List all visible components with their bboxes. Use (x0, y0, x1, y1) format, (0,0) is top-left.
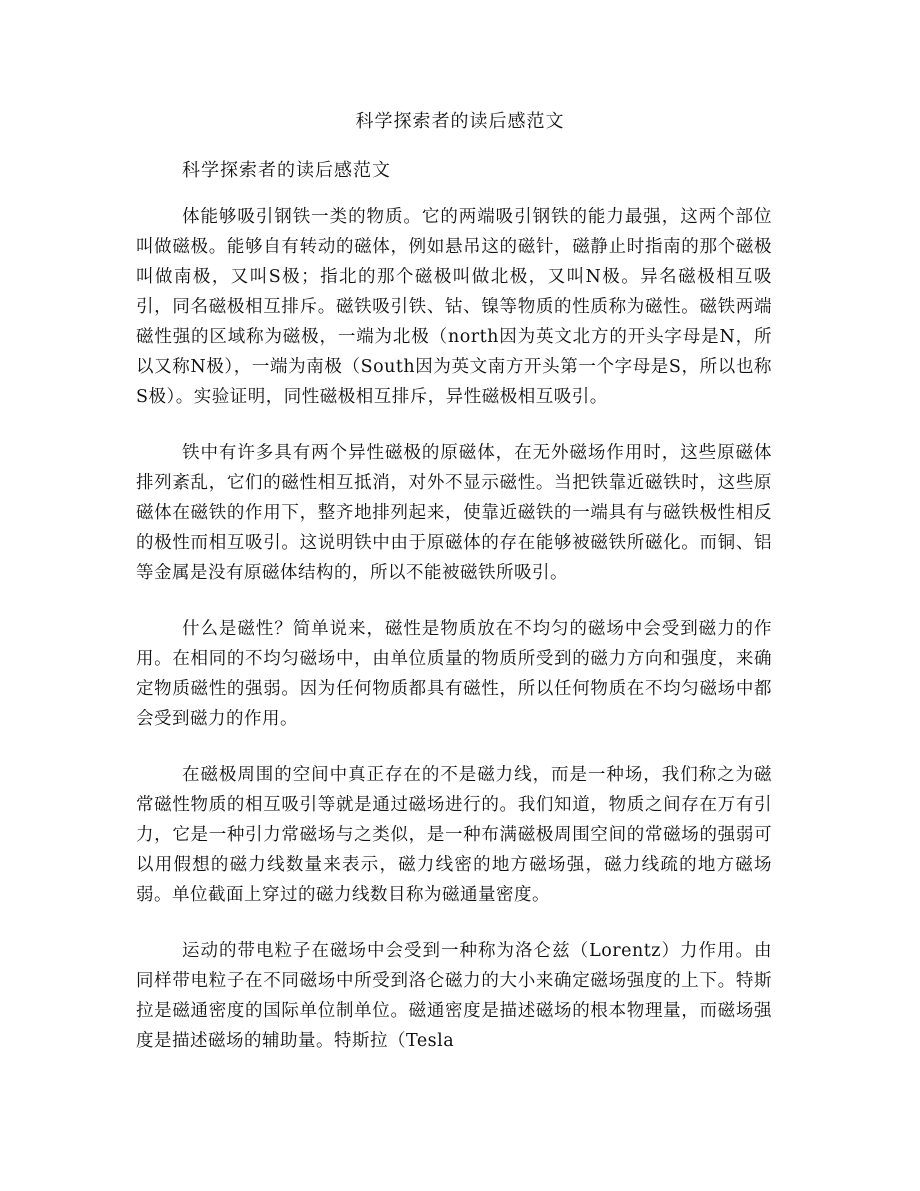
document-body (136, 202, 772, 1082)
document-subtitle: 科学探索者的读后感范文 (182, 160, 391, 181)
paragraph-lorentz-force: 运动的带电粒子在磁场中会受到一种称为洛仑兹（Lorentz）力作用。由同样带电粒子在不同磁场中所受到洛仑磁力的大小来确定磁场强度的上下。特斯拉是磁通密度的国际单位制单位。磁通密度是描述磁场的根本物理量，而磁场强度是描述磁场的辅助量。特斯拉（Tesla (136, 941, 772, 1051)
page-title: 科学探索者的读后感范文 (355, 111, 565, 132)
paragraph-iron-domains: 铁中有许多具有两个异性磁极的原磁体，在无外磁场作用时，这些原磁体排列紊乱，它们的磁性相互抵消，对外不显示磁性。当把铁靠近磁铁时，这些原磁体在磁铁的作用下，整齐地排列起来，使靠近磁铁的一端具有与磁铁极性相反的极性而相互吸引。这说明铁中由于原磁体的存在能够被磁铁所磁化。而铜、铝等金属是没有原磁体结构的，所以不能被磁铁所吸引。 (136, 443, 772, 583)
paragraph-magnetic-field: 在磁极周围的空间中真正存在的不是磁力线，而是一种场，我们称之为磁常磁性物质的相互吸引等就是通过磁场进行的。我们知道，物质之间存在万有引力，它是一种引力常磁场与之类似，是一种布满磁极周围空间的常磁场的强弱可以用假想的磁力线数量来表示，磁力线密的地方磁场强，磁力线疏的地方磁场弱。单位截面上穿过的磁力线数目称为磁通量密度。 (136, 765, 772, 905)
paragraph-what-is-magnetism: 什么是磁性？简单说来，磁性是物质放在不均匀的磁场中会受到磁力的作用。在相同的不均匀磁场中，由单位质量的物质所受到的磁力方向和强度，来确定物质磁性的强弱。因为任何物质都具有磁性，所以任何物质在不均匀磁场中都会受到磁力的作用。 (136, 619, 772, 729)
paragraph-magnet-poles: 体能够吸引钢铁一类的物质。它的两端吸引钢铁的能力最强，这两个部位叫做磁极。能够自有转动的磁体，例如悬吊这的磁针，磁静止时指南的那个磁极叫做南极，又叫S极；指北的那个磁极叫做北极，又叫N极。异名磁极相互吸引，同名磁极相互排斥。磁铁吸引铁、钴、镍等物质的性质称为磁性。磁铁两端磁性强的区域称为磁极，一端为北极（north因为英文北方的开头字母是N，所以又称N极），一端为南极（South因为英文南方开头第一个字母是S，所以也称S极）。实验证明，同性磁极相互排斥，异性磁极相互吸引。 (136, 207, 772, 407)
